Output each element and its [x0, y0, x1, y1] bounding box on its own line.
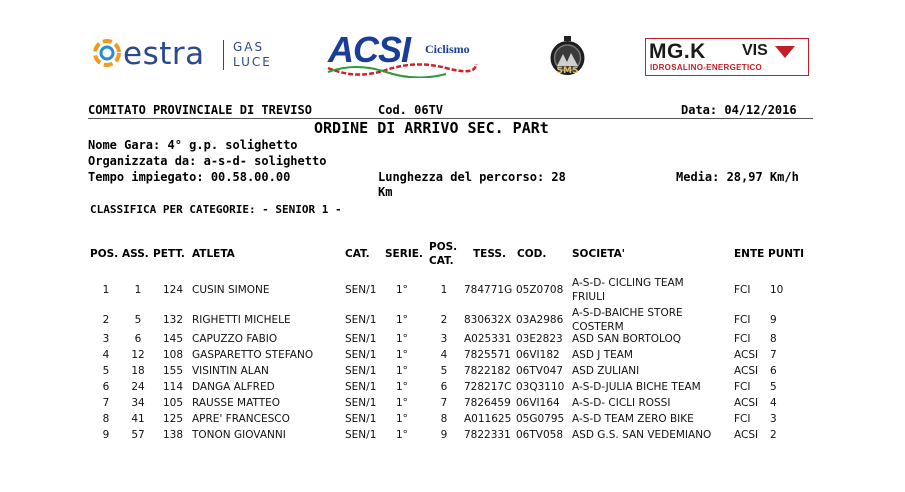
- cell-atleta: VISINTIN ALAN: [192, 365, 269, 377]
- mgk-vis: VIS: [742, 42, 768, 59]
- cell-cat: SEN/1: [345, 413, 377, 425]
- cell-pos: 5: [102, 365, 110, 377]
- cell-cat: SEN/1: [345, 365, 377, 377]
- cell-ente: FCI: [734, 381, 751, 393]
- cell-cat: SEN/1: [345, 397, 377, 409]
- cell-societa: A-S-D-JULIA BICHE TEAM: [572, 381, 701, 393]
- cell-pett: 124: [162, 284, 184, 296]
- cell-ente: FCI: [734, 284, 751, 296]
- cell-punti: 3: [770, 413, 777, 425]
- triangle-icon: [774, 45, 796, 59]
- col-cod: COD.: [517, 248, 547, 260]
- cell-punti: 2: [770, 429, 777, 441]
- cell-atleta: APRE' FRANCESCO: [192, 413, 290, 425]
- cell-serie: 1°: [396, 284, 408, 296]
- cell-tess: 784771G: [464, 284, 513, 296]
- col-tess: TESS.: [473, 248, 506, 260]
- cell-pett: 155: [162, 365, 184, 377]
- cell-poscat: 7: [440, 397, 448, 409]
- col-cat: CAT.: [345, 248, 370, 260]
- cell-tess: A025331: [464, 333, 512, 345]
- cell-punti: 8: [770, 333, 777, 345]
- col-pos: POS.: [90, 248, 119, 260]
- cell-ente: ACSI: [734, 349, 759, 361]
- sms-logo: [545, 36, 590, 79]
- cell-cod: 03A2986: [516, 314, 564, 326]
- cell-tess: 7825571: [464, 349, 511, 361]
- cell-punti: 5: [770, 381, 777, 393]
- cell-cat: SEN/1: [345, 349, 377, 361]
- cell-societa-line2: COSTERM: [572, 321, 624, 333]
- cell-societa: ASD ZULIANI: [572, 365, 640, 377]
- date-label: Data: 04/12/2016: [681, 103, 797, 117]
- mgk-subtitle: IDROSALINO-ENERGETICO: [650, 63, 763, 72]
- cell-ass: 18: [131, 365, 145, 377]
- cell-cat: SEN/1: [345, 381, 377, 393]
- cell-punti: 4: [770, 397, 777, 409]
- cell-atleta: GASPARETTO STEFANO: [192, 349, 314, 361]
- cell-cod: 05Z0708: [516, 284, 564, 296]
- estra-separator: [223, 40, 224, 70]
- cell-pett: 145: [162, 333, 184, 345]
- cell-cod: 06VI182: [516, 349, 560, 361]
- cell-punti: 7: [770, 349, 777, 361]
- cell-poscat: 8: [440, 413, 448, 425]
- category-heading: CLASSIFICA PER CATEGORIE: - SENIOR 1 -: [90, 203, 342, 216]
- course-length: Lunghezza del percorso: 28: [378, 170, 566, 184]
- col-pett: PETT.: [153, 248, 185, 260]
- cell-pett: 132: [162, 314, 184, 326]
- cell-pos: 4: [102, 349, 110, 361]
- cell-serie: 1°: [396, 349, 408, 361]
- cell-ente: ACSI: [734, 365, 759, 377]
- cell-ente: ACSI: [734, 429, 759, 441]
- cell-cat: SEN/1: [345, 284, 377, 296]
- cell-serie: 1°: [396, 413, 408, 425]
- code-label: Cod. 06TV: [378, 103, 444, 117]
- cell-atleta: CAPUZZO FABIO: [192, 333, 278, 345]
- cell-cod: 06TV058: [516, 429, 563, 441]
- cell-atleta: TONON GIOVANNI: [192, 429, 286, 441]
- cell-cod: 05G0795: [516, 413, 565, 425]
- estra-logo: [93, 36, 308, 76]
- cell-ass: 1: [134, 284, 142, 296]
- cell-poscat: 6: [440, 381, 448, 393]
- cell-atleta: DANGA ALFRED: [192, 381, 275, 393]
- cell-poscat: 1: [440, 284, 448, 296]
- cell-poscat: 3: [440, 333, 448, 345]
- cell-societa: A-S-D- CICLI ROSSI: [572, 397, 671, 409]
- cell-atleta: RAUSSE MATTEO: [192, 397, 281, 409]
- cell-pett: 114: [162, 381, 184, 393]
- acsi-logo: [326, 29, 481, 78]
- cell-punti: 10: [770, 284, 784, 296]
- cell-societa: A-S-D TEAM ZERO BIKE: [572, 413, 694, 425]
- col-ass: ASS.: [122, 248, 149, 260]
- cell-serie: 1°: [396, 333, 408, 345]
- acsi-wordmark: ACSI: [328, 29, 411, 70]
- stopwatch-icon: [545, 36, 590, 79]
- organizer: Organizzata da: a-s-d- solighetto: [88, 154, 327, 168]
- cell-serie: 1°: [396, 397, 408, 409]
- cell-serie: 1°: [396, 365, 408, 377]
- cell-tess: 7822331: [464, 429, 511, 441]
- cell-ass: 24: [131, 381, 145, 393]
- cell-societa: A-S-D-BAICHE STORE: [572, 307, 683, 319]
- col-poscat-line1: POS.: [429, 241, 458, 253]
- cell-atleta: CUSIN SIMONE: [192, 284, 270, 296]
- cell-ass: 34: [131, 397, 145, 409]
- estra-sun-icon: [93, 38, 121, 68]
- col-punti: PUNTI: [768, 248, 805, 260]
- cell-cod: 06VI164: [516, 397, 560, 409]
- cell-pos: 3: [102, 333, 110, 345]
- cell-cat: SEN/1: [345, 333, 377, 345]
- cell-tess: 830632X: [464, 314, 512, 326]
- acsi-wave-icon: [326, 60, 481, 78]
- estra-sub: GAS LUCE: [233, 40, 272, 69]
- estra-wordmark: estra: [123, 36, 205, 72]
- cell-poscat: 2: [440, 314, 448, 326]
- cell-pos: 1: [102, 284, 110, 296]
- col-serie: SERIE.: [385, 248, 423, 260]
- cell-pos: 2: [102, 314, 110, 326]
- cell-societa: ASD J TEAM: [572, 349, 633, 361]
- cell-tess: 7826459: [464, 397, 511, 409]
- cell-serie: 1°: [396, 314, 408, 326]
- cell-cod: 03Q3110: [516, 381, 565, 393]
- cell-societa: ASD SAN BORTOLOQ: [572, 333, 682, 345]
- cell-ente: ACSI: [734, 397, 759, 409]
- cell-atleta: RIGHETTI MICHELE: [192, 314, 291, 326]
- cell-pos: 8: [102, 413, 110, 425]
- col-atleta: ATLETA: [192, 248, 235, 260]
- mgk-logo: [645, 38, 809, 76]
- cell-punti: 9: [770, 314, 777, 326]
- acsi-subtitle: Ciclismo: [425, 42, 470, 56]
- cell-poscat: 9: [440, 429, 448, 441]
- cell-ente: FCI: [734, 413, 751, 425]
- page-title: ORDINE DI ARRIVO SEC. PARt: [314, 119, 549, 137]
- cell-cod: 03E2823: [516, 333, 563, 345]
- cell-poscat: 4: [440, 349, 448, 361]
- cell-punti: 6: [770, 365, 777, 377]
- col-poscat-line2: CAT.: [429, 255, 454, 267]
- cell-pos: 9: [102, 429, 110, 441]
- cell-ass: 41: [131, 413, 145, 425]
- mgk-wordmark: MG.K: [649, 40, 706, 63]
- cell-serie: 1°: [396, 429, 408, 441]
- average-speed: Media: 28,97 Km/h: [676, 170, 799, 184]
- cell-societa: ASD G.S. SAN VEDEMIANO: [572, 429, 712, 441]
- course-length-unit: Km: [378, 185, 393, 199]
- cell-pos: 6: [102, 381, 110, 393]
- col-societa: SOCIETA': [572, 248, 625, 260]
- cell-ente: FCI: [734, 333, 751, 345]
- cell-poscat: 5: [440, 365, 448, 377]
- race-name: Nome Gara: 4° g.p. solighetto: [88, 138, 298, 152]
- committee-label: COMITATO PROVINCIALE DI TREVISO: [88, 103, 312, 117]
- time-taken: Tempo impiegato: 00.58.00.00: [88, 170, 291, 184]
- cell-pett: 125: [162, 413, 184, 425]
- cell-tess: A011625: [464, 413, 512, 425]
- cell-tess: 728217C: [464, 381, 512, 393]
- sms-wordmark: SMS: [556, 66, 579, 76]
- cell-cod: 06TV047: [516, 365, 563, 377]
- cell-societa-line2: FRIULI: [572, 291, 606, 303]
- cell-serie: 1°: [396, 381, 408, 393]
- col-ente: ENTE: [734, 248, 765, 260]
- cell-pett: 105: [162, 397, 184, 409]
- cell-societa: A-S-D- CICLING TEAM: [572, 277, 684, 289]
- cell-ass: 5: [134, 314, 142, 326]
- cell-ente: FCI: [734, 314, 751, 326]
- cell-ass: 57: [131, 429, 145, 441]
- cell-cat: SEN/1: [345, 429, 377, 441]
- cell-tess: 7822182: [464, 365, 511, 377]
- cell-pett: 138: [162, 429, 184, 441]
- cell-ass: 12: [131, 349, 145, 361]
- cell-pos: 7: [102, 397, 110, 409]
- cell-pett: 108: [162, 349, 184, 361]
- cell-ass: 6: [134, 333, 142, 345]
- cell-cat: SEN/1: [345, 314, 377, 326]
